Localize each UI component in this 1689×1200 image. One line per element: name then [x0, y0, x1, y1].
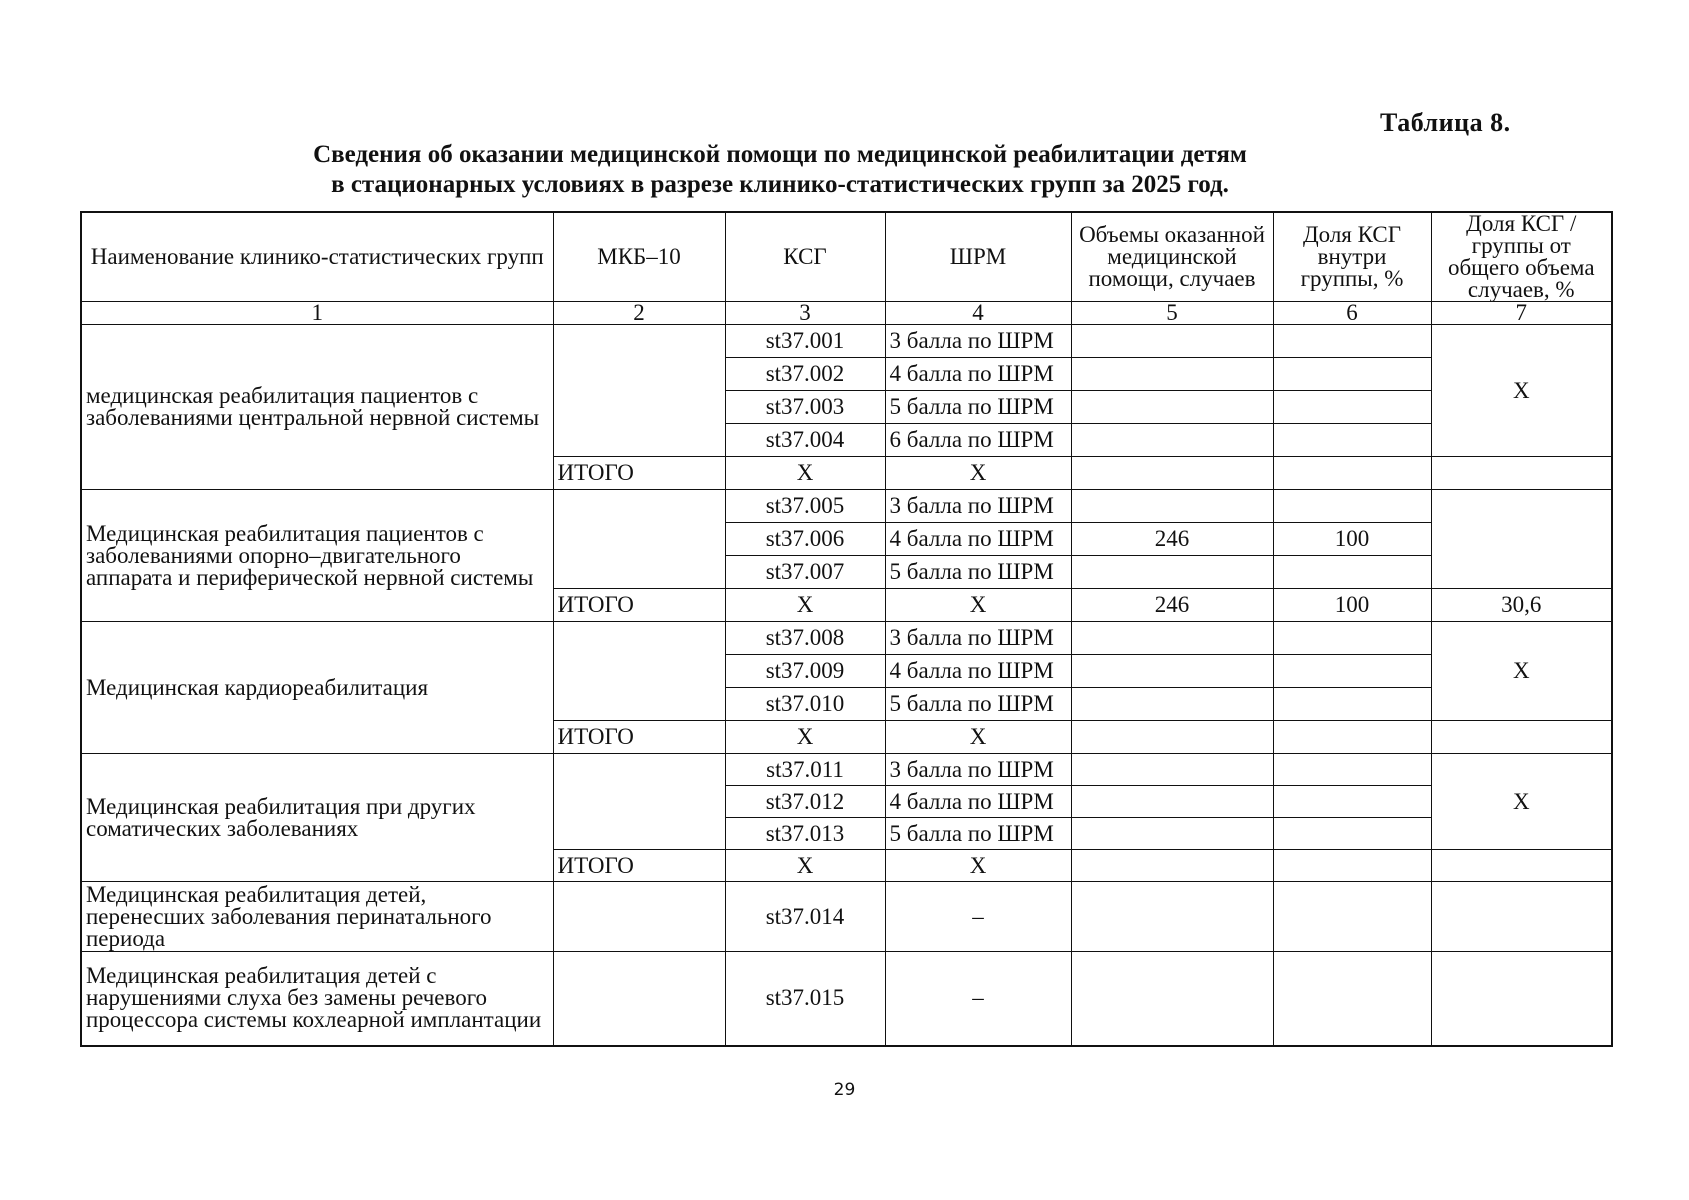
- volume-cell: [1071, 391, 1273, 424]
- share-cell: [1273, 622, 1431, 655]
- shrm-score: 5 балла по ШРМ: [885, 818, 1071, 850]
- table-row: [81, 622, 1612, 655]
- shrm-score: 5 балла по ШРМ: [885, 688, 1071, 721]
- header-share-within: Доля КСГ внутри группы, %: [1273, 212, 1431, 302]
- ksg-code: st37.003: [725, 391, 885, 424]
- ksg-code: st37.005: [725, 490, 885, 523]
- volume-cell: [1071, 622, 1273, 655]
- itogo-ksg: X: [725, 721, 885, 754]
- header-row: [81, 212, 1612, 302]
- column-number: 4: [885, 302, 1071, 325]
- share-cell: [1273, 556, 1431, 589]
- table-row: [81, 490, 1612, 523]
- shrm-score: 4 балла по ШРМ: [885, 655, 1071, 688]
- table-row: [81, 952, 1612, 1046]
- share-cell: [1273, 818, 1431, 850]
- itogo-share-total: [1431, 721, 1612, 754]
- ksg-code: st37.007: [725, 556, 885, 589]
- volume-cell: [1071, 786, 1273, 818]
- itogo-share-total: [1431, 457, 1612, 490]
- itogo-share-total: 30,6: [1431, 589, 1612, 622]
- itogo-shrm: X: [885, 457, 1071, 490]
- group-name: медицинская реабилитация пациентов с заболеваниями центральной нервной системы: [81, 325, 553, 490]
- share-cell: [1273, 754, 1431, 786]
- itogo-shrm: X: [885, 721, 1071, 754]
- share-total-cell: X: [1431, 622, 1612, 721]
- itogo-share-total: [1431, 850, 1612, 882]
- share-cell: [1273, 490, 1431, 523]
- shrm-score: 4 балла по ШРМ: [885, 358, 1071, 391]
- itogo-shrm: X: [885, 589, 1071, 622]
- shrm-score: 3 балла по ШРМ: [885, 325, 1071, 358]
- column-number: 1: [81, 302, 553, 325]
- shrm-score: 5 балла по ШРМ: [885, 391, 1071, 424]
- itogo-share: [1273, 850, 1431, 882]
- ksg-code: st37.013: [725, 818, 885, 850]
- itogo-volume: 246: [1071, 589, 1273, 622]
- shrm-score: 4 балла по ШРМ: [885, 523, 1071, 556]
- icd10-cell: [553, 754, 725, 850]
- volume-cell: [1071, 325, 1273, 358]
- share-cell: [1273, 424, 1431, 457]
- column-number: 5: [1071, 302, 1273, 325]
- volume-cell: [1071, 358, 1273, 391]
- volume-cell: [1071, 490, 1273, 523]
- header-group-name: Наименование клинико-статистических групп: [81, 212, 553, 302]
- share-total-cell: X: [1431, 754, 1612, 850]
- share-total-cell: [1431, 882, 1612, 952]
- header-icd10: МКБ–10: [553, 212, 725, 302]
- volume-cell: [1071, 655, 1273, 688]
- share-cell: [1273, 952, 1431, 1046]
- page-number: 29: [833, 1080, 856, 1100]
- header-share-total: Доля КСГ / группы от общего объема случаев, %: [1431, 212, 1612, 302]
- table-row: [81, 325, 1612, 358]
- column-number: 7: [1431, 302, 1612, 325]
- shrm-score: 5 балла по ШРМ: [885, 556, 1071, 589]
- column-number: 2: [553, 302, 725, 325]
- share-total-cell: X: [1431, 325, 1612, 457]
- ksg-code: st37.002: [725, 358, 885, 391]
- volume-cell: [1071, 754, 1273, 786]
- rehabilitation-table: [80, 211, 1613, 1047]
- title-line-1: Сведения об оказании медицинской помощи по медицинской реабилитации детям: [313, 141, 1247, 168]
- icd10-cell: [553, 952, 725, 1046]
- ksg-code: st37.006: [725, 523, 885, 556]
- itogo-ksg: X: [725, 589, 885, 622]
- group-name: Медицинская реабилитация детей с нарушениями слуха без замены речевого процессора системы кохлеарной имплантации: [81, 952, 553, 1046]
- volume-cell: [1071, 818, 1273, 850]
- group-name: Медицинская кардиореабилитация: [81, 622, 553, 754]
- itogo-label: ИТОГО: [553, 589, 725, 622]
- table-label: Таблица 8.: [1380, 108, 1511, 137]
- group-name: Медицинская реабилитация при других соматических заболеваниях: [81, 754, 553, 882]
- shrm-score: 3 балла по ШРМ: [885, 622, 1071, 655]
- itogo-volume: [1071, 721, 1273, 754]
- share-cell: 100: [1273, 523, 1431, 556]
- shrm-score: 3 балла по ШРМ: [885, 490, 1071, 523]
- column-number: 3: [725, 302, 885, 325]
- itogo-label: ИТОГО: [553, 850, 725, 882]
- ksg-code: st37.004: [725, 424, 885, 457]
- shrm-score: 3 балла по ШРМ: [885, 754, 1071, 786]
- ksg-code: st37.001: [725, 325, 885, 358]
- header-ksg: КСГ: [725, 212, 885, 302]
- column-number-row: [81, 302, 1612, 325]
- group-name: Медицинская реабилитация детей, перенесших заболевания перинатального периода: [81, 882, 553, 952]
- ksg-code: st37.010: [725, 688, 885, 721]
- share-cell: [1273, 391, 1431, 424]
- itogo-label: ИТОГО: [553, 457, 725, 490]
- title-line-2: в стационарных условиях в разрезе клинико-статистических групп за 2025 год.: [331, 171, 1229, 198]
- icd10-cell: [553, 325, 725, 457]
- share-total-cell: [1431, 490, 1612, 589]
- document-title: [160, 140, 1400, 200]
- ksg-code: st37.009: [725, 655, 885, 688]
- shrm-score: 6 балла по ШРМ: [885, 424, 1071, 457]
- table-row: [81, 754, 1612, 786]
- shrm-score: 4 балла по ШРМ: [885, 786, 1071, 818]
- shrm-score: –: [885, 882, 1071, 952]
- share-cell: [1273, 882, 1431, 952]
- ksg-code: st37.011: [725, 754, 885, 786]
- share-cell: [1273, 655, 1431, 688]
- share-cell: [1273, 358, 1431, 391]
- share-total-cell: [1431, 952, 1612, 1046]
- itogo-volume: [1071, 850, 1273, 882]
- icd10-cell: [553, 490, 725, 589]
- icd10-cell: [553, 622, 725, 721]
- table-row: [81, 882, 1612, 952]
- column-number: 6: [1273, 302, 1431, 325]
- share-cell: [1273, 786, 1431, 818]
- header-shrm: ШРМ: [885, 212, 1071, 302]
- header-volume: Объемы оказанной медицинской помощи, случаев: [1071, 212, 1273, 302]
- volume-cell: [1071, 882, 1273, 952]
- itogo-ksg: X: [725, 850, 885, 882]
- volume-cell: [1071, 688, 1273, 721]
- share-cell: [1273, 325, 1431, 358]
- volume-cell: [1071, 952, 1273, 1046]
- volume-cell: 246: [1071, 523, 1273, 556]
- ksg-code: st37.014: [725, 882, 885, 952]
- group-name: Медицинская реабилитация пациентов с заболеваниями опорно–двигательного аппарата и периферической нервной системы: [81, 490, 553, 622]
- itogo-share: [1273, 721, 1431, 754]
- ksg-code: st37.012: [725, 786, 885, 818]
- itogo-volume: [1071, 457, 1273, 490]
- shrm-score: –: [885, 952, 1071, 1046]
- itogo-ksg: X: [725, 457, 885, 490]
- ksg-code: st37.015: [725, 952, 885, 1046]
- itogo-shrm: X: [885, 850, 1071, 882]
- share-cell: [1273, 688, 1431, 721]
- volume-cell: [1071, 424, 1273, 457]
- icd10-cell: [553, 882, 725, 952]
- itogo-share: [1273, 457, 1431, 490]
- itogo-label: ИТОГО: [553, 721, 725, 754]
- itogo-share: 100: [1273, 589, 1431, 622]
- volume-cell: [1071, 556, 1273, 589]
- ksg-code: st37.008: [725, 622, 885, 655]
